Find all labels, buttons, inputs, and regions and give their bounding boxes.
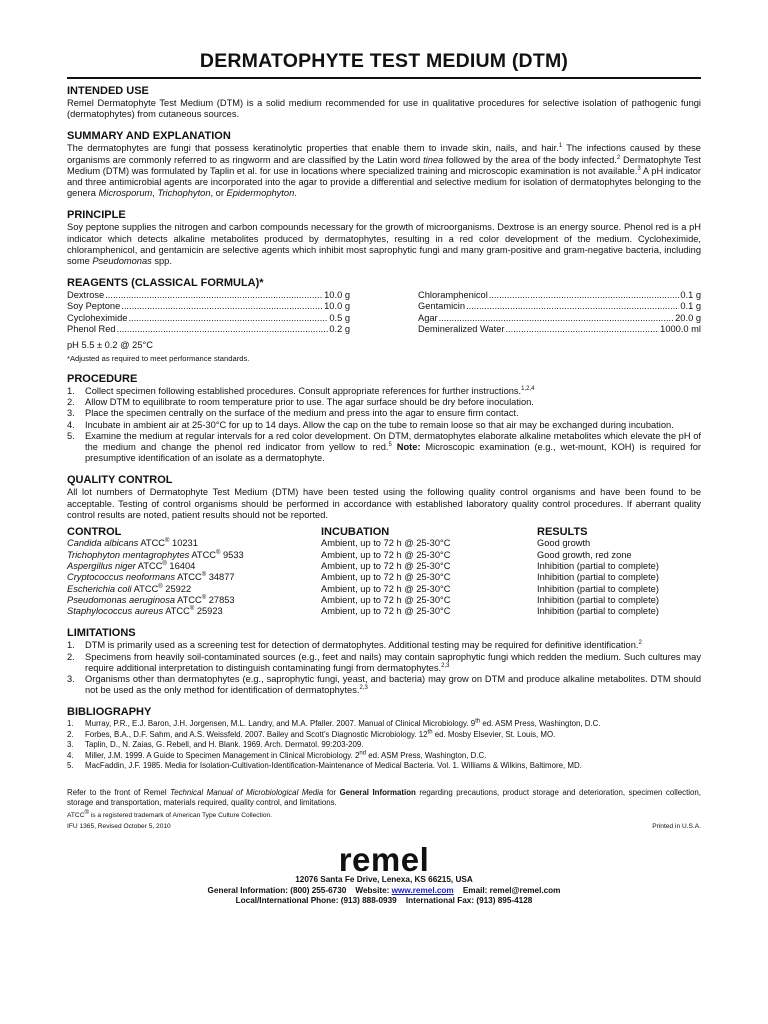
list-item: 5. MacFaddin, J.F. 1985. Media for Isolation-Cultivation-Identification-Maintenance of Medical Bacteria. Vol. 1. Williams & Wilkins, Baltimore, MD. xyxy=(67,761,582,771)
procedure-heading: PROCEDURE xyxy=(67,373,138,386)
reagent-row: Agar ..... 20.0 g xyxy=(418,313,701,324)
list-item: 5. Examine the medium at regular intervals for a red color development. On DTM, dermatophytes elaborate alkaline metabolites which elevate the pH of the medium and change the phenol red indicator from yellow to red.$^5$ Note: Microscopic examination (e.g., wet-mount, KOH) is required for presumptive identification of an isolate as a dermatophyte. xyxy=(67,430,701,464)
reagent-row: Phenol Red ..... 0.2 g xyxy=(67,324,350,335)
table-row: Escherichia coli ATCC® 25922 Ambient, up to 72 h @ 25-30°C Inhibition (partial to complete) xyxy=(67,583,659,594)
column-header: INCUBATION xyxy=(321,526,390,539)
ph-value: pH 5.5 ± 0.2 @ 25°C xyxy=(67,340,153,351)
principle-heading: PRINCIPLE xyxy=(67,209,126,222)
bibliography-heading: BIBLIOGRAPHY xyxy=(67,706,152,719)
list-item: 2. Forbes, B.A., D.F. Sahm, and A.S. Weissfeld. 2007. Bailey and Scott’s Diagnostic Microbiology. 12th ed. Mosby Elsevier, St. Louis, MO. xyxy=(67,729,556,739)
column-header: RESULTS xyxy=(537,526,588,539)
website-link[interactable]: www.remel.com xyxy=(391,885,454,895)
reagent-row: Gentamicin ..... 0.1 g xyxy=(418,301,701,312)
procedure-list xyxy=(67,386,701,464)
reagent-row: Dextrose ..... 10.0 g xyxy=(67,290,350,301)
title-rule xyxy=(67,77,701,79)
table-row: Staphylococcus aureus ATCC® 25923 Ambient, up to 72 h @ 25-30°C Inhibition (partial to complete) xyxy=(67,606,659,617)
footer-row xyxy=(67,823,701,830)
intended-use-heading: INTENDED USE xyxy=(67,85,149,97)
printed-in: Printed in U.S.A. xyxy=(652,822,701,830)
bibliography-list xyxy=(67,719,701,771)
column-header: CONTROL xyxy=(67,526,122,539)
table-row: Pseudomonas aeruginosa ATCC® 27853 Ambient, up to 72 h @ 25-30°C Inhibition (partial to complete) xyxy=(67,594,659,605)
reagents-heading: REAGENTS (CLASSICAL FORMULA)* xyxy=(67,277,264,290)
quality-control-heading: QUALITY CONTROL xyxy=(67,474,173,487)
remel-logo: remel xyxy=(338,840,430,878)
summary-text: The dermatophytes are fungi that possess keratinolytic properties that enable them to invade skin, nails, and hair.$^1$ The infections caused by these organisms are commonly referred to as ringworm and are classified by the Latin word tinea followed by the area of the body infected.$^2$ Dermatophyte Test Medium (DTM) was formulated by Taplin et al. for use in locations where specialized training and microscopic examination is not available.$^3$ A pH indicator and three antimicrobial agents are incorporated into the agar to provide a differential and selective medium for isolation of dermatophytes belonging to the genera Microsporum, Trichophyton, or Epidermophyton. xyxy=(67,143,702,199)
table-row: Cryptococcus neoformans ATCC® 34877 Ambient, up to 72 h @ 25-30°C Inhibition (partial to complete) xyxy=(67,572,659,583)
reagent-row: Chloramphenicol ..... 0.1 g xyxy=(418,290,701,301)
list-item: 3. Place the specimen centrally on the surface of the medium and press into the agar to ensure firm contact. xyxy=(67,408,519,419)
quality-control-text: All lot numbers of Dermatophyte Test Medium (DTM) have been tested using the following quality control organisms and have been found to be acceptable. Testing of control organisms should be performed in accordance with established laboratory quality control procedures. If aberrant quality control results are noted, patient results should not be reported. xyxy=(67,487,701,520)
summary-heading: SUMMARY AND EXPLANATION xyxy=(67,130,231,143)
ifu-number: IFU 1365, Revised October 5, 2010 xyxy=(67,822,171,830)
list-item: 1. DTM is primarily used as a screening test for detection of dermatophytes. Additional testing may be required for definitive identification.$^2$ xyxy=(67,640,642,651)
list-item: 4. Incubate in ambient air at 25-30°C for up to 14 days. Allow the cap on the tube to remain loose so that air may be exchanged during incubation. xyxy=(67,419,674,430)
reagent-row: Soy Peptone ..... 10.0 g xyxy=(67,301,350,312)
document-page xyxy=(67,50,701,907)
list-item: 1. Murray, P.R., E.J. Baron, J.H. Jorgensen, M.L. Landry, and M.A. Pfaller. 2007. Manual of Clinical Microbiology. 9th ed. ASM Press, Washington, D.C. xyxy=(67,718,601,729)
table-row: Candida albicans ATCC® 10231 Ambient, up to 72 h @ 25-30°C Good growth xyxy=(67,538,591,549)
list-item: 2. Specimens from heavily soil-contaminated sources (e.g., feet and nails) may contain saprophytic fungi which redden the medium. Such cultures may require additional interpretation to distinguish contaminating fungi from dermatophytes.$^{2,3}$ xyxy=(67,651,701,673)
limitations-heading: LIMITATIONS xyxy=(67,627,136,640)
list-item: 3. Taplin, D., N. Zaias, G. Rebell, and H. Blank. 1969. Arch. Dermatol. 99:203-209. xyxy=(67,740,364,750)
reagents-right-column xyxy=(418,290,701,335)
intended-use-text: Remel Dermatophyte Test Medium (DTM) is a solid medium recommended for use in qualitative procedures for selective isolation of pathogenic fungi (dermatophytes) from cutaneous sources. xyxy=(67,98,701,120)
reagents-left-column xyxy=(67,290,350,335)
list-item: 3. Organisms other than dermatophytes (e.g., saprophytic fungi, yeast, and bacteria) may grow on DTM and produce alkaline metabolites. DTM should not be used as the only method for identification of dermatophytes.$^{2,3}$ xyxy=(67,674,701,696)
reagents-list xyxy=(67,290,701,335)
principle-text: Soy peptone supplies the nitrogen and carbon compounds necessary for the growth of microorganisms. Dextrose is an energy source. Phenol red is a pH indicator which detects alkaline metabolites produced by dermatophytes, resulting in a red color development of the medium. Cycloheximide, chloramphenicol, and gentamicin are selective agents which inhibit most saprophytic fungi and many gram-positive and gram-negative bacteria, including some Pseudomonas spp. xyxy=(67,222,701,267)
company-address: 12076 Santa Fe Drive, Lenexa, KS 66215, USA General Information: (800) 255-6730 Website: www.remel.com Email: remel@remel.com Local/International Phone: (913) 888-0939 International Fax: (913) 895-4128 xyxy=(207,874,561,906)
trademark-note: ATCC® is a registered trademark of American Type Culture Collection. xyxy=(67,809,273,819)
list-item: 2. Allow DTM to equilibrate to room temperature prior to use. The agar surface should be dry before inoculation. xyxy=(67,397,534,408)
refer-text: Refer to the front of Remel Technical Manual of Microbiological Media for General Information regarding precautions, product storage and deterioration, specimen collection, storage and transportation, materials required, quality control, and limitations. xyxy=(67,787,701,807)
table-header-row xyxy=(67,527,701,538)
list-item: 4. Miller, J.M. 1999. A Guide to Specimen Management in Clinical Microbiology. 2nd ed. ASM Press, Washington, D.C. xyxy=(67,750,487,760)
reagents-footnote: *Adjusted as required to meet performance standards. xyxy=(67,354,250,364)
limitations-list xyxy=(67,640,701,696)
reagent-row: Demineralized Water ..... 1000.0 ml xyxy=(418,324,701,335)
table-row: Aspergillus niger ATCC® 16404 Ambient, up to 72 h @ 25-30°C Inhibition (partial to complete) xyxy=(67,560,659,571)
quality-control-table xyxy=(67,527,701,617)
list-item: 1. Collect specimen following established procedures. Consult appropriate references for further instructions.$^{1,2,4}$ xyxy=(67,385,535,397)
document-title: DERMATOPHYTE TEST MEDIUM (DTM) xyxy=(199,50,569,72)
reagent-row: Cycloheximide ..... 0.5 g xyxy=(67,313,350,324)
table-row: Trichophyton mentagrophytes ATCC® 9533 Ambient, up to 72 h @ 25-30°C Good growth, red zone xyxy=(67,549,632,560)
